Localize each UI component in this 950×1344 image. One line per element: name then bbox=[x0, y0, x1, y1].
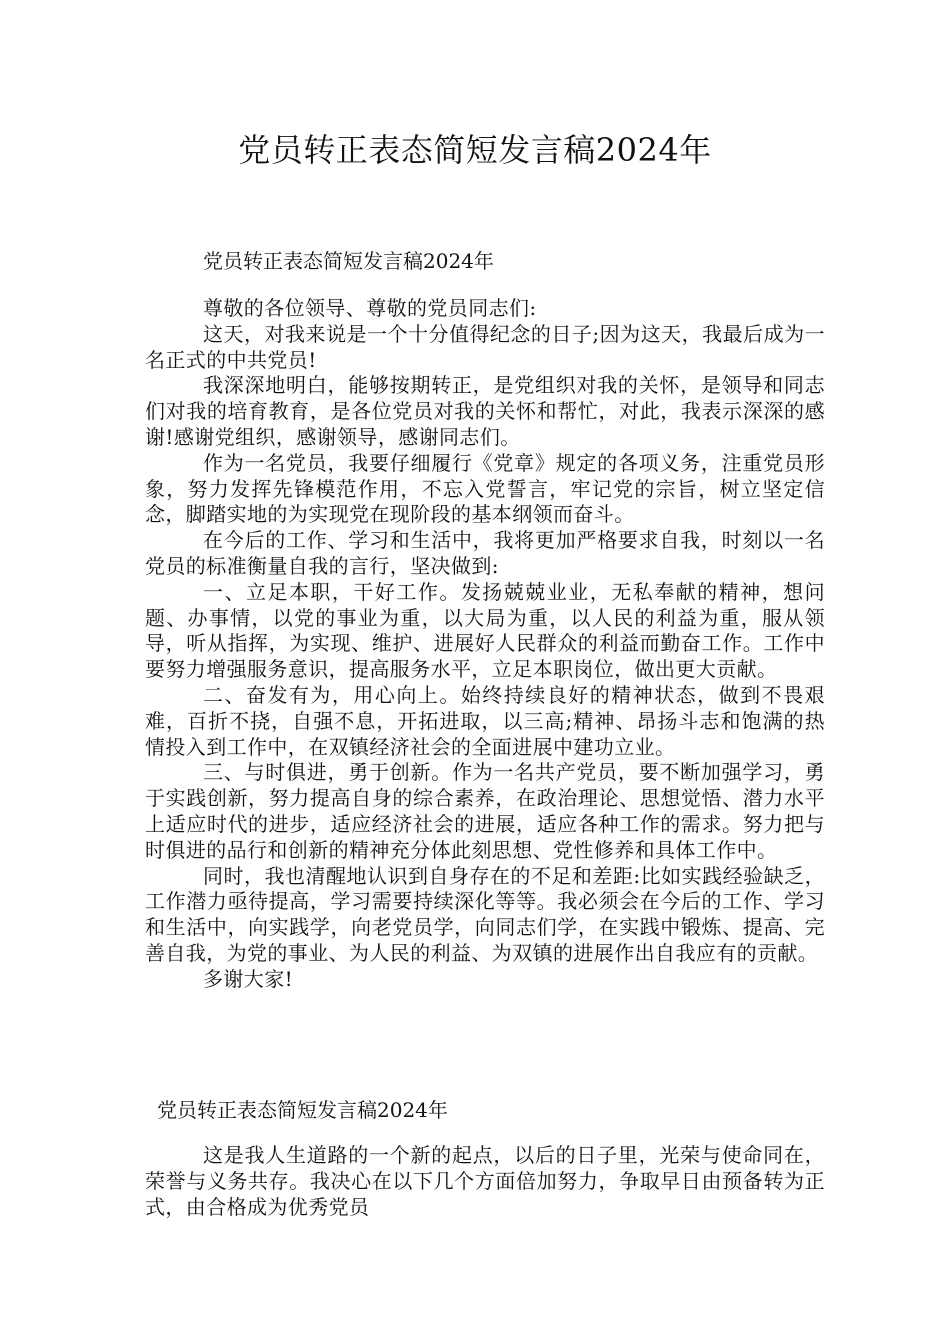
section-2-paragraph-1: 这是我人生道路的一个新的起点，以后的日子里，光荣与使命同在，荣誉与义务共存。我决心在以下几个方面倍加努力，争取早日由预备转为正式，由合格成为优秀党员 bbox=[145, 1143, 825, 1219]
paragraph-5: 一、立足本职，干好工作。发扬兢兢业业，无私奉献的精神，想问题、办事情，以党的事业为重，以大局为重，以人民的利益为重，服从领导，听从指挥，为实现、维护、进展好人民群众的利益而勤奋工作。工作中要努力增强服务意识，提高服务水平，立足本职岗位，做出更大贡献。 bbox=[145, 579, 825, 682]
paragraph-3: 作为一名党员，我要仔细履行《党章》规定的各项义务，注重党员形象，努力发挥先锋模范作用，不忘入党誓言，牢记党的宗旨，树立坚定信念，脚踏实地的为实现党在现阶段的基本纲领而奋斗。 bbox=[145, 450, 825, 527]
greeting-line: 尊敬的各位领导、尊敬的党员同志们: bbox=[203, 296, 537, 320]
paragraph-1: 这天，对我来说是一个十分值得纪念的日子;因为这天，我最后成为一名正式的中共党员! bbox=[145, 321, 825, 372]
closing-thanks: 多谢大家! bbox=[203, 966, 294, 991]
document-title: 党员转正表态简短发言稿2024年 bbox=[238, 131, 712, 169]
section-1 bbox=[145, 248, 825, 993]
paragraph-4: 在今后的工作、学习和生活中，我将更加严格要求自我，时刻以一名党员的标准衡量自我的言行，坚决做到: bbox=[145, 528, 825, 578]
paragraph-8: 同时，我也清醒地认识到自身存在的不足和差距:比如实践经验缺乏，工作潜力亟待提高，学习需要持续深化等等。我必须会在今后的工作、学习和生活中，向实践学，向老党员学，向同志们学，在实践中锻炼、提高、完善自我，为党的事业、为人民的利益、为双镇的进展作出自我应有的贡献。 bbox=[145, 863, 825, 965]
section-2-heading: 党员转正表态简短发言稿2024年 bbox=[157, 1098, 448, 1122]
section-1-heading: 党员转正表态简短发言稿2024年 bbox=[203, 249, 494, 273]
paragraph-6: 二、奋发有为，用心向上。始终持续良好的精神状态，做到不畏艰难，百折不挠，自强不息，开拓进取，以三高;精神、昂扬斗志和饱满的热情投入到工作中，在双镇经济社会的全面进展中建功立业。 bbox=[145, 682, 825, 759]
section-2 bbox=[145, 1097, 825, 1220]
paragraph-2: 我深深地明白，能够按期转正，是党组织对我的关怀，是领导和同志们对我的培育教育，是各位党员对我的关怀和帮忙，对此，我表示深深的感谢!感谢党组织，感谢领导，感谢同志们。 bbox=[145, 373, 825, 449]
paragraph-7: 三、与时俱进，勇于创新。作为一名共产党员，要不断加强学习，勇于实践创新，努力提高自身的综合素养，在政治理论、思想觉悟、潜力水平上适应时代的进步，适应经济社会的进展，适应各种工作的需求。努力把与时俱进的品行和创新的精神充分体此刻思想、党性修养和具体工作中。 bbox=[145, 760, 825, 862]
